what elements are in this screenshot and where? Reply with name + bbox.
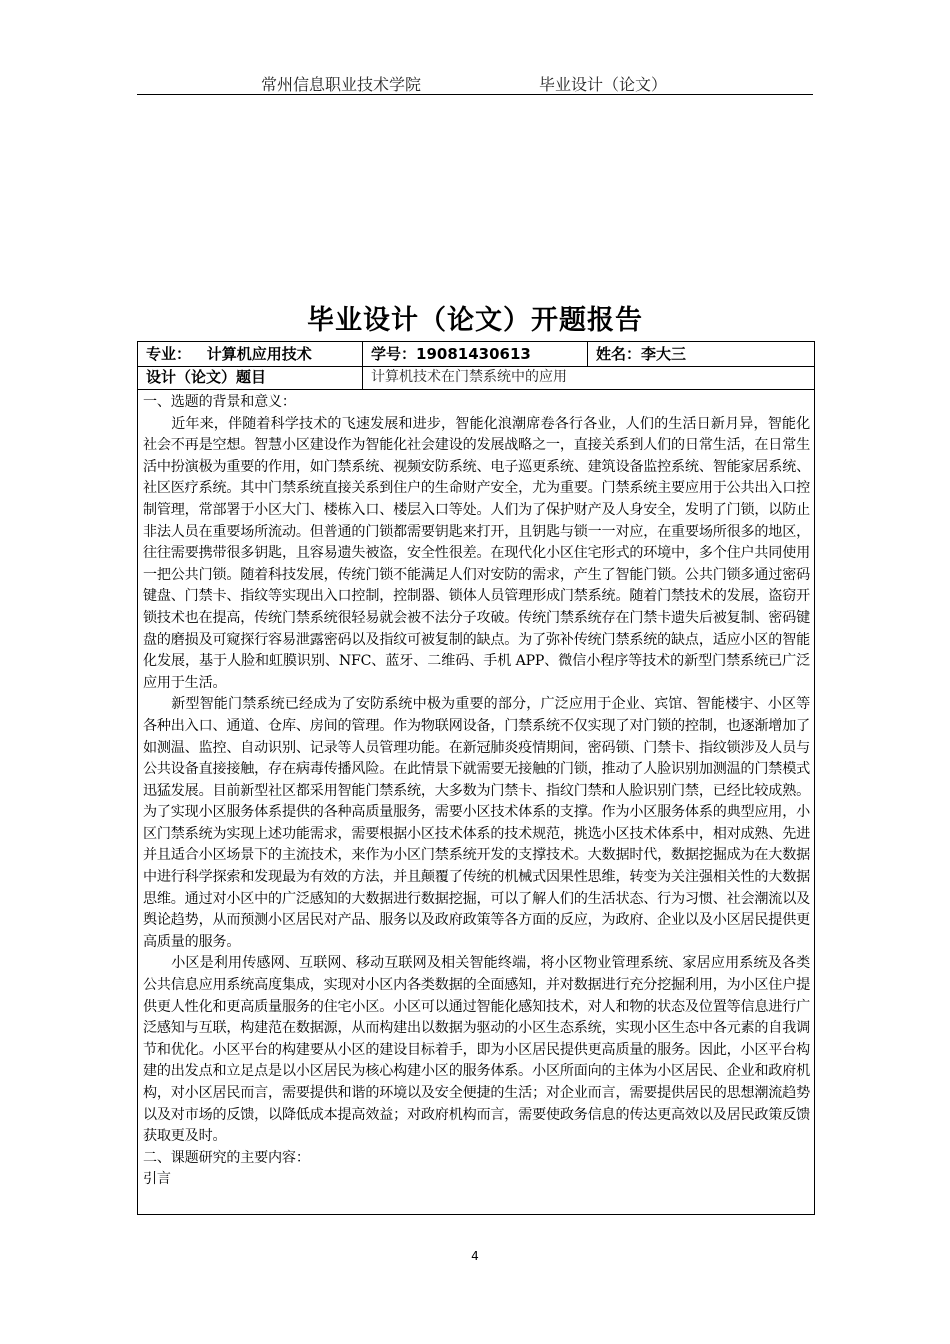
topic-value: 计算机技术在门禁系统中的应用 [371,369,567,385]
major-label: 专业： [146,345,192,363]
student-id-value: 19081430613 [416,345,531,363]
name-value: 李大三 [641,345,687,363]
paragraph-1: 近年来，伴随着科学技术的飞速发展和进步，智能化浪潮席卷各行各业，人们的生活日新月异，智能化社会不再是空想。智慧小区建设作为智能化社会建设的发展战略之一，直接关系到人们的日常生活，在日常生活中扮演极为重要的作用，如门禁系统、视频安防系统、电子巡更系统、建筑设备监控系统、智能家居系统、社区医疗系统。其中门禁系统直接关系到住户的生命财产安全，尤为重要。门禁系统主要应用于公共出入口控制管理，常部署于小区大门、楼栋入口、楼层入口等处。人们为了保护财产及人身安全，发明了门锁，以防止非法人员在重要场所流动。但普通的门锁都需要钥匙来打开，且钥匙与锁一一对应，在重要场所很多的地区，往往需要携带很多钥匙，且容易遗失被盗，安全性很差。在现代化小区住宅形式的环境中，多个住户共同使用一把公共门锁。随着科技发展，传统门锁不能满足人们对安防的需求，产生了智能门锁。公共门锁多通过密码键盘、门禁卡、指纹等实现出入口控制，控制器、锁体人员管理形成门禁系统。随着门禁技术的发展，盗窃开锁技术也在提高，传统门禁系统很轻易就会被不法分子攻破。传统门禁系统存在门禁卡遗失后被复制、密码键盘的磨损及可窥探行容易泄露密码以及指纹可被复制的缺点。为了弥补传统门禁系统的缺点，适应小区的智能化发展，基于人脸和虹膜识别、NFC、蓝牙、二维码、手机 APP、微信小程序等技术的新型门禁系统已广泛应用于生活。 [143,415,810,691]
paragraph-2: 新型智能门禁系统已经成为了安防系统中极为重要的部分，广泛应用于企业、宾馆、智能楼宇、小区等各种出入口、通道、仓库、房间的管理。作为物联网设备，门禁系统不仅实现了对门锁的控制，也逐渐增加了如测温、监控、自动识别、记录等人员管理功能。在新冠肺炎疫情期间，密码锁、门禁卡、指纹锁涉及人员与公共设备直接接触，存在病毒传播风险。在此情景下就需要无接触的门锁，推动了人脸识别加测温的门禁模式迅猛发展。目前新型社区都采用智能门禁系统，大多数为门禁卡、指纹门禁和人脸识别门禁，已经比较成熟。为了实现小区服务体系提供的各种高质量服务，需要小区技术体系的支撑。作为小区服务体系的典型应用，小区门禁系统为实现上述功能需求，需要根据小区技术体系的技术规范，挑选小区技术体系中，相对成熟、先进并且适合小区场景下的主流技术，来作为小区门禁系统开发的支撑技术。大数据时代，数据挖掘成为在大数据中进行科学探索和发现最为有效的方法，并且颠覆了传统的机械式因果性思维，转变为关注强相关性的大数据思维。通过对小区中的广泛感知的大数据进行数据挖掘，可以了解人们的生活状态、行为习惯、社会潮流以及舆论趋势，从而预测小区居民对产品、服务以及政府政策等各方面的反应，为政府、企业以及小区居民提供更高质量的服务。 [143,696,810,950]
name-cell [588,342,814,366]
student-id-cell [363,342,588,366]
section-2-heading: 二、课题研究的主要内容： [143,1149,310,1166]
student-info-row [138,342,814,367]
page-number: 4 [471,1249,479,1263]
introduction-subheading: 引言 [143,1171,171,1188]
report-form-table [137,341,815,1215]
header-document-type: 毕业设计（论文） [539,75,668,94]
name-label: 姓名： [596,345,642,363]
page-header [137,68,813,95]
student-id-label: 学号： [371,345,417,363]
report-body [143,392,810,1191]
topic-label: 设计（论文）题目 [138,366,363,389]
paragraph-3: 小区是利用传感网、互联网、移动互联网及相关智能终端，将小区物业管理系统、家居应用系统及各类公共信息应用系统高度集成，实现对小区内各类数据的全面感知，并对数据进行充分挖掘利用，为小区住户提供更人性化和更高质量服务的住宅小区。小区可以通过智能化感知技术，对人和物的状态及位置等信息进行广泛感知与互联，构建范在数据源，从而构建出以数据为驱动的小区生态系统，实现小区生态中各元素的自我调节和优化。小区平台的构建要从小区的建设目标着手，即为小区居民提供更高质量的服务。因此，小区平台构建的出发点和立足点是以小区居民为核心构建小区的服务体系。小区所面向的主体为小区居民、企业和政府机构，对小区居民而言，需要提供和谐的环境以及安全便捷的生活；对企业而言，需要提供居民的思想潮流趋势以及对市场的反馈，以降低成本提高效益；对政府机构而言，需要使政务信息的传达更高效以及居民政策反馈获取更及时。 [143,955,810,1145]
major-value: 计算机应用技术 [206,345,312,363]
section-1-heading: 一、选题的背景和意义： [143,394,296,410]
major-cell [138,342,363,366]
header-school-name: 常州信息职业技术学院 [261,75,422,94]
report-title: 毕业设计（论文）开题报告 [307,305,643,336]
topic-row [138,366,814,390]
